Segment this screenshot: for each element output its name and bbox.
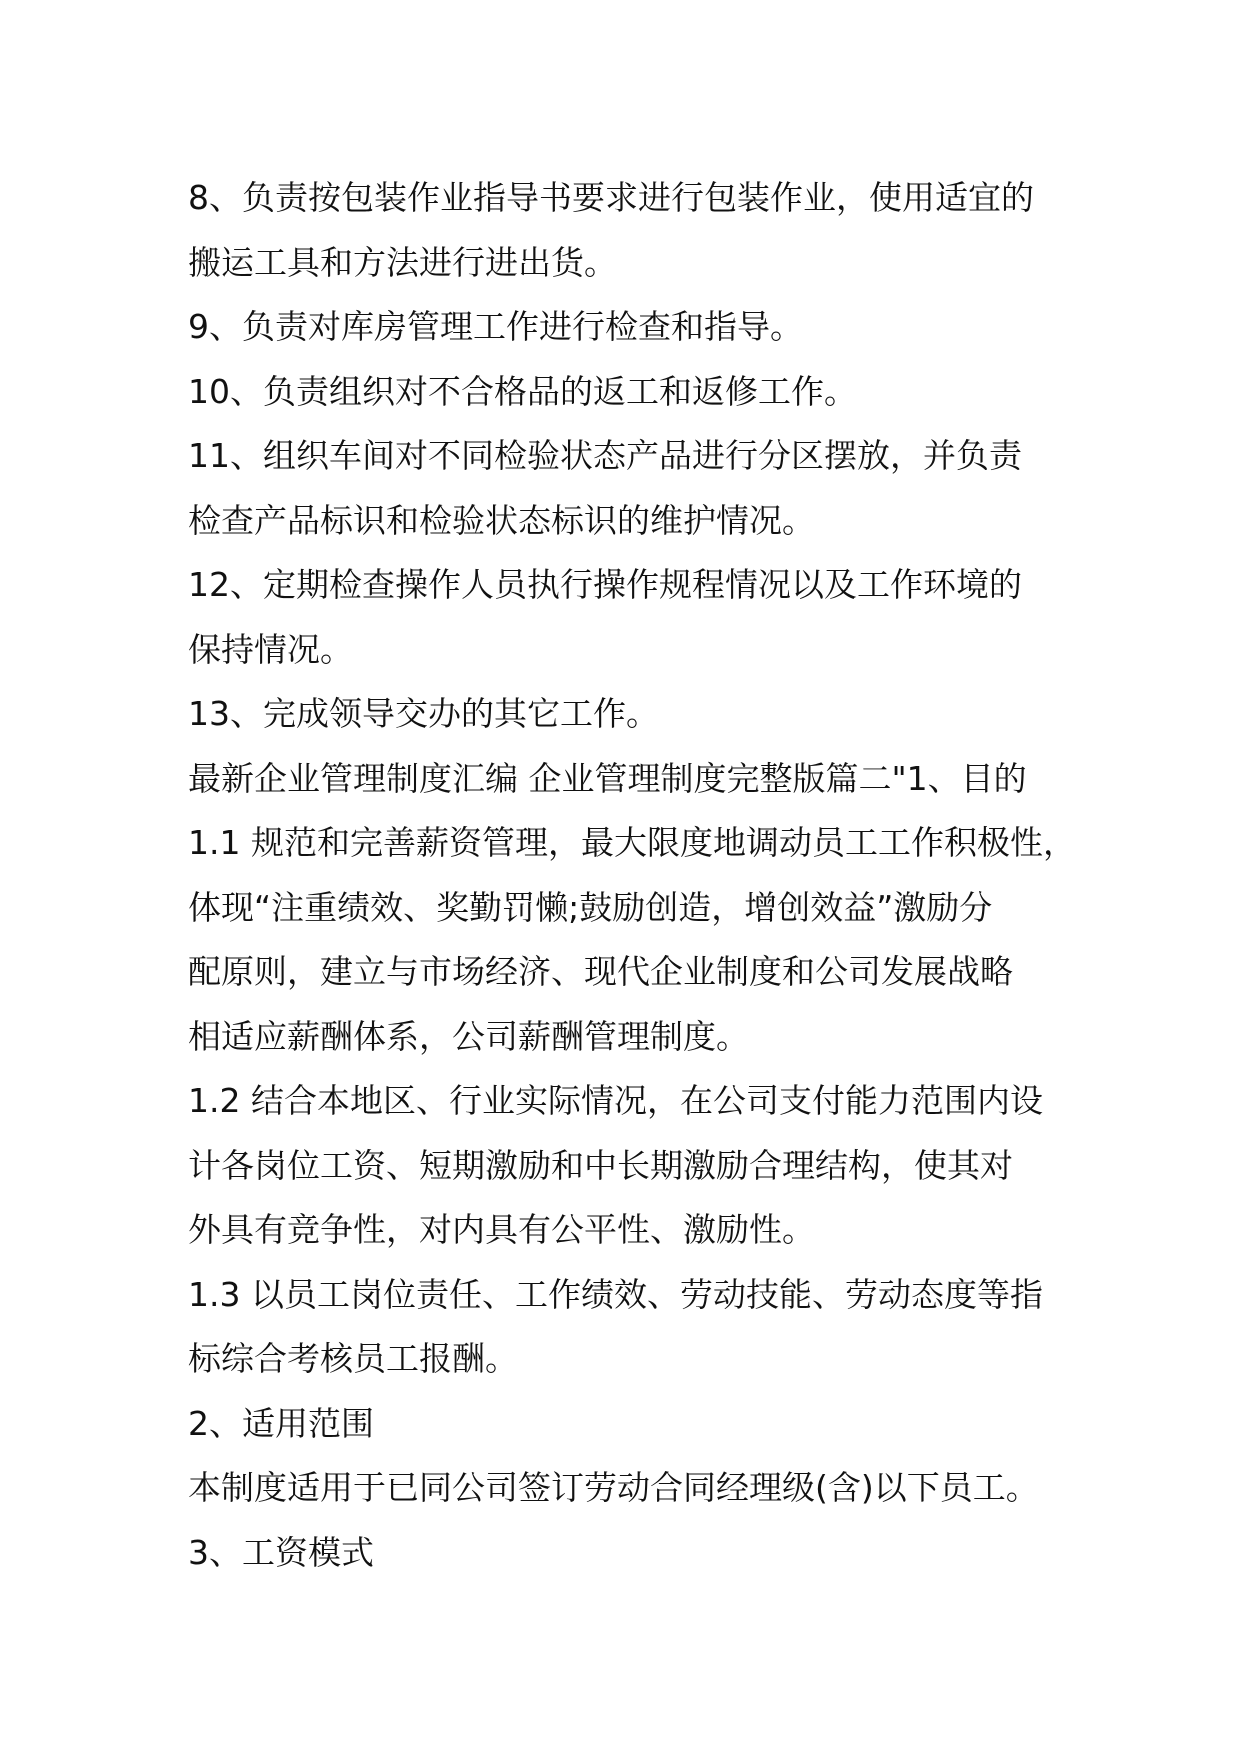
text-line: 检查产品标识和检验状态标识的维护情况。 — [188, 500, 815, 540]
text-line: 12、定期检查操作人员执行操作规程情况以及工作环境的 — [188, 565, 1022, 604]
text-line: 8、负责按包装作业指导书要求进行包装作业，使用适宜的 — [188, 178, 1034, 217]
text-line: 1.3 以员工岗位责任、工作绩效、劳动技能、劳动态度等指 — [188, 1274, 1043, 1314]
text-line: 保持情况。 — [188, 629, 353, 669]
section-heading-line: 3、工资模式 — [188, 1532, 374, 1572]
text-line: 体现“注重绩效、奖勤罚懒;鼓励创造，增创效益”激励分 — [188, 887, 993, 927]
text-line: 外具有竞争性，对内具有公平性、激励性。 — [188, 1210, 815, 1249]
text-line: 配原则，建立与市场经济、现代企业制度和公司发展战略 — [188, 952, 1013, 991]
text-line: 13、完成领导交办的其它工作。 — [188, 694, 659, 733]
text-line: 1.1 规范和完善薪资管理，最大限度地调动员工工作积极性， — [188, 823, 1076, 862]
text-line: 10、负责组织对不合格品的返工和返修工作。 — [188, 371, 857, 411]
text-line: 计各岗位工资、短期激励和中长期激励合理结构，使其对 — [188, 1145, 1013, 1185]
text-line: 搬运工具和方法进行进出货。 — [188, 242, 617, 282]
text-line: 11、组织车间对不同检验状态产品进行分区摆放，并负责 — [188, 436, 1022, 475]
section-heading-line: 2、适用范围 — [188, 1403, 374, 1443]
text-line: 9、负责对库房管理工作进行检查和指导。 — [188, 307, 803, 346]
text-line: 本制度适用于已同公司签订劳动合同经理级(含)以下员工。 — [188, 1468, 1039, 1507]
document-body — [188, 166, 1088, 1585]
text-line: 标综合考核员工报酬。 — [188, 1339, 518, 1378]
section-heading-line: 最新企业管理制度汇编 企业管理制度完整版篇二"1、目的 — [188, 758, 1027, 798]
text-line: 1.2 结合本地区、行业实际情况，在公司支付能力范围内设 — [188, 1081, 1043, 1120]
text-line: 相适应薪酬体系，公司薪酬管理制度。 — [188, 1016, 749, 1056]
